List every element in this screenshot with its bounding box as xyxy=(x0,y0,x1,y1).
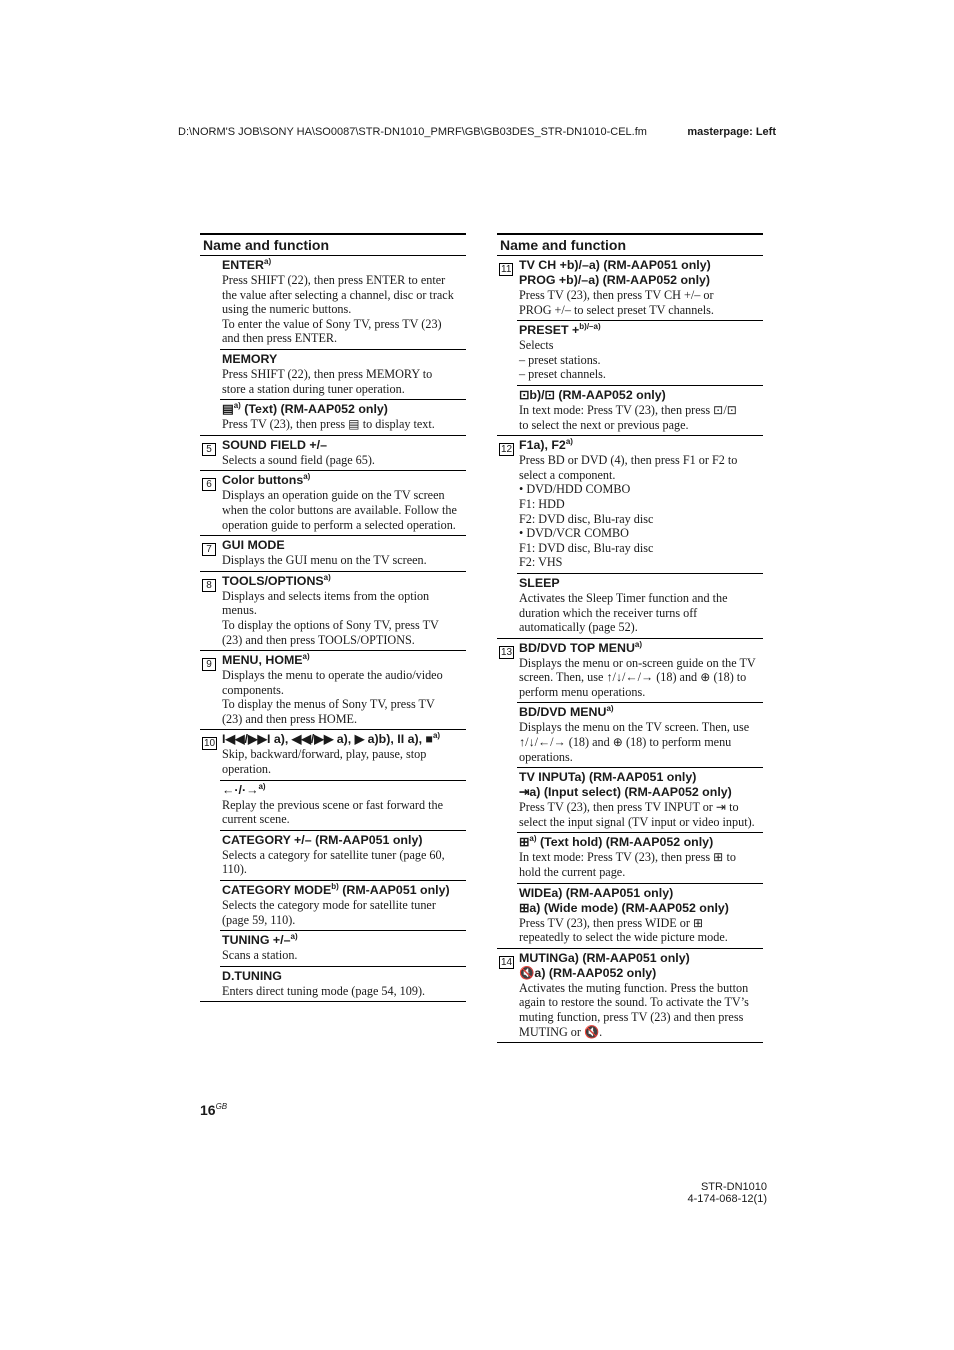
entry-footnote: a) xyxy=(303,472,311,482)
entry-name-text: SOUND FIELD +/– xyxy=(222,437,327,452)
group-entries xyxy=(220,256,466,435)
group-entries xyxy=(220,471,466,535)
entry-name xyxy=(222,883,466,898)
entry-name-text: F1a), F2 xyxy=(519,438,566,453)
entry-name xyxy=(519,258,763,288)
entry-name xyxy=(222,574,466,589)
entry-description: Replay the previous scene or fast forward the current scene. xyxy=(222,797,443,827)
entry-description: Displays the menu to operate the audio/video components. To display the menus of Sony TV, press TV (23) and then press HOME. xyxy=(222,668,443,726)
entry-footnote: a) xyxy=(606,704,614,714)
entry-name-text: CATEGORY +/– (RM-AAP051 only) xyxy=(222,832,423,847)
group-number xyxy=(200,436,220,471)
group-number xyxy=(200,651,220,729)
entry-name xyxy=(519,576,763,591)
entry-name xyxy=(222,933,466,948)
entry-name xyxy=(222,402,466,417)
function-entry xyxy=(517,639,763,704)
entry-name-text: TOOLS/OPTIONS xyxy=(222,573,324,588)
group-number xyxy=(200,536,220,571)
entry-footnote: a) xyxy=(302,651,310,661)
entry-name-text: CATEGORY MODE xyxy=(222,883,332,898)
group-entries xyxy=(220,436,466,471)
group-number xyxy=(200,730,220,1001)
group-number-box: 14 xyxy=(501,956,513,968)
masterpage-label: masterpage: Left xyxy=(687,126,776,138)
entry-name-text: ▤ xyxy=(222,402,234,417)
entry-description: Press SHIFT (22), then press MEMORY to store a station during tuner operation. xyxy=(222,366,433,396)
left-groups xyxy=(200,256,466,1002)
function-group xyxy=(200,651,466,730)
entry-description: Selects – preset stations. – preset channels. xyxy=(519,338,606,382)
entry-name-text: PRESET + xyxy=(519,323,580,338)
entry-name xyxy=(222,833,466,848)
entry-footnote: b) xyxy=(331,881,339,891)
group-number xyxy=(497,436,517,638)
function-entry xyxy=(517,436,763,574)
entry-name xyxy=(519,438,763,453)
group-number-box: 6 xyxy=(202,478,216,491)
entry-name-suffix: (Text) (RM-AAP052 only) xyxy=(240,402,388,417)
entry-name-text: D.TUNING xyxy=(222,968,282,983)
function-entry xyxy=(220,967,466,1002)
group-entries xyxy=(517,639,763,948)
entry-name-text: ⊞ xyxy=(519,835,530,850)
entry-footnote: a) xyxy=(290,932,298,942)
function-entry xyxy=(517,949,763,1042)
entry-name-text: ⊡b)/⊡ xyxy=(519,387,555,402)
function-group xyxy=(497,949,763,1043)
entry-name-text: GUI MODE xyxy=(222,538,285,553)
function-group xyxy=(200,730,466,1002)
function-entry xyxy=(517,703,763,768)
group-number xyxy=(200,572,220,650)
entry-name xyxy=(519,323,763,338)
entry-footnote: a) xyxy=(565,437,573,447)
function-entry xyxy=(517,574,763,638)
entry-name xyxy=(519,388,763,403)
entry-description: Selects the category mode for satellite tuner (page 59, 110). xyxy=(222,898,436,927)
function-entry xyxy=(220,400,466,435)
entry-name-text: ENTER xyxy=(222,258,264,272)
function-entry xyxy=(220,781,466,831)
entry-description: Displays the GUI menu on the TV screen. xyxy=(222,553,427,568)
entry-name xyxy=(519,770,763,800)
entry-name-text: TUNING +/– xyxy=(222,933,291,948)
entry-description: In text mode: Press TV (23), then press ⊡/⊡ to select the next or previous page. xyxy=(519,402,737,432)
entry-name-text: TV CH +b)/–a) (RM-AAP051 only) PROG +b)/–a) (RM-AAP052 only) xyxy=(519,258,711,287)
group-number-box: 8 xyxy=(202,579,216,592)
function-entry xyxy=(517,256,763,321)
entry-footnote: a) xyxy=(233,401,241,411)
group-number-box: 10 xyxy=(204,738,216,750)
group-number xyxy=(200,256,220,435)
group-number-box: 5 xyxy=(202,443,216,456)
entry-name-text: BD/DVD TOP MENU xyxy=(519,640,635,655)
entry-name-suffix: (RM-AAP052 only) xyxy=(554,387,666,402)
function-entry xyxy=(517,321,763,386)
group-number xyxy=(497,256,517,435)
function-entry xyxy=(220,881,466,931)
left-column xyxy=(200,233,466,1002)
entry-description: Enters direct tuning mode (page 54, 109). xyxy=(222,983,426,998)
group-number-box: 12 xyxy=(501,444,513,456)
entry-description: Scans a station. xyxy=(222,948,298,963)
group-entries xyxy=(220,536,466,571)
entry-name xyxy=(222,969,466,984)
function-group xyxy=(200,471,466,536)
entry-name xyxy=(222,352,466,367)
page-number xyxy=(200,1102,227,1118)
entry-description: Activates the muting function. Press the button again to restore the sound. To activate the TV’s muting function, press TV (23) and then press MUTING or 🔇. xyxy=(519,980,749,1039)
entry-name-text: SLEEP xyxy=(519,575,560,590)
group-number-box: 11 xyxy=(501,264,512,275)
function-entry xyxy=(220,651,466,729)
page-number-value: 16 xyxy=(200,1102,216,1118)
entry-description: Press TV (23), then press TV INPUT or ⇥ to select the input signal (TV input or video input). xyxy=(519,800,755,829)
function-entry xyxy=(220,931,466,967)
model-code: 4-174-068-12(1) xyxy=(687,1193,767,1205)
function-entry xyxy=(220,572,466,650)
entry-description: Activates the Sleep Timer function and the duration which the receiver turns off automatically (page 52). xyxy=(519,590,728,635)
entry-name xyxy=(519,886,763,916)
right-column xyxy=(497,233,763,1043)
file-path: D:\NORM'S JOB\SONY HA\SO0087\STR-DN1010_PMRF\GB\GB03DES_STR-DN1010-CEL.fm xyxy=(178,126,647,138)
function-entry xyxy=(517,768,763,833)
entry-description: Displays an operation guide on the TV screen when the color buttons are available. Follow the operation guide to perform a selected operation. xyxy=(222,488,457,532)
group-entries xyxy=(220,572,466,650)
entry-description: Skip, backward/forward, play, pause, stop operation. xyxy=(222,747,427,777)
group-entries xyxy=(517,436,763,638)
entry-footnote: a) xyxy=(258,781,266,791)
entry-description: Press SHIFT (22), then press ENTER to enter the value after selecting a channel, disc or track using the numeric buttons. To enter the value of Sony TV, press TV (23) and then press ENTER. xyxy=(222,273,454,346)
entry-description: Displays the menu on the TV screen. Then, use ↑/↓/←/→ (18) and ⊕ (18) to perform menu operations. xyxy=(519,720,750,764)
entry-name-text: TV INPUTa) (RM-AAP051 only) ⇥a) (Input select) (RM-AAP052 only) xyxy=(519,770,732,800)
function-entry xyxy=(517,884,763,948)
group-number-box: 13 xyxy=(501,646,513,658)
entry-name-text: Color buttons xyxy=(222,473,304,488)
function-group xyxy=(200,436,466,472)
function-entry xyxy=(220,471,466,535)
group-entries xyxy=(220,730,466,1001)
entry-name-suffix: (Text hold) (RM-AAP052 only) xyxy=(536,835,714,850)
group-entries xyxy=(220,651,466,729)
function-group xyxy=(497,256,763,436)
group-number-box: 9 xyxy=(202,658,216,671)
group-entries xyxy=(517,256,763,435)
entry-name xyxy=(222,538,466,553)
entry-name xyxy=(222,438,466,453)
group-number xyxy=(497,949,517,1042)
entry-name-text: WIDEa) (RM-AAP051 only) ⊞a) (Wide mode) (RM-AAP052 only) xyxy=(519,885,729,915)
entry-name xyxy=(519,835,763,850)
function-entry xyxy=(220,831,466,881)
entry-footnote: b)/–a) xyxy=(579,322,601,332)
entry-footnote: a) xyxy=(432,731,441,741)
entry-name-text: MENU, HOME xyxy=(222,653,303,668)
right-column-title: Name and function xyxy=(497,233,763,256)
entry-name xyxy=(222,783,466,798)
entry-name-text: ←·/·→ xyxy=(222,782,259,797)
function-entry xyxy=(517,833,763,883)
entry-footnote: a) xyxy=(323,572,331,582)
model-name: STR-DN1010 xyxy=(700,1181,767,1193)
entry-description: Press TV (23), then press TV CH +/– or PROG +/– to select preset TV channels. xyxy=(519,288,714,317)
entry-name xyxy=(222,653,466,668)
group-number xyxy=(200,471,220,535)
page-number-suffix: GB xyxy=(215,1102,228,1111)
entry-name xyxy=(519,705,763,720)
entry-footnote: a) xyxy=(529,834,537,844)
group-number xyxy=(497,639,517,948)
function-group xyxy=(497,639,763,949)
function-entry xyxy=(220,436,466,471)
entry-description: Press BD or DVD (4), then press F1 or F2 to select a component. • DVD/HDD COMBO F1: HDD F2: DVD disc, Blu-ray disc • DVD/VCR COMBO F1: DVD disc, Blu-ray disc F2: VHS xyxy=(519,453,738,570)
entry-description: Press TV (23), then press WIDE or ⊞ repeatedly to select the wide picture mode. xyxy=(519,915,728,945)
entry-name-text: I◀◀/▶▶I a), ◀◀/▶▶ a), ▶ a)b), II a), ■ xyxy=(222,732,433,747)
entry-name-text: MUTINGa) (RM-AAP051 only) 🔇a) (RM-AAP052 only) xyxy=(519,950,690,980)
function-group xyxy=(200,536,466,572)
entry-description: Press TV (23), then press ▤ to display text. xyxy=(222,417,435,432)
entry-description: Displays the menu or on-screen guide on the TV screen. Then, use ↑/↓/←/→ (18) and ⊕ (18) to perform menu operations. xyxy=(519,655,756,699)
function-entry xyxy=(220,536,466,571)
function-entry xyxy=(220,350,466,400)
function-entry xyxy=(220,256,466,350)
entry-name xyxy=(519,951,763,981)
entry-name-suffix: (RM-AAP051 only) xyxy=(338,883,450,898)
entry-name xyxy=(222,473,466,488)
left-column-title: Name and function xyxy=(200,233,466,256)
function-entry xyxy=(220,730,466,780)
entry-name-text: MEMORY xyxy=(222,351,278,366)
entry-footnote: a) xyxy=(634,639,643,649)
entry-name-text: BD/DVD MENU xyxy=(519,705,607,720)
entry-name xyxy=(519,641,763,656)
entry-name xyxy=(222,732,466,747)
footer-model xyxy=(688,1181,768,1205)
entry-description: In text mode: Press TV (23), then press ⊞ to hold the current page. xyxy=(519,850,736,880)
right-groups xyxy=(497,256,763,1043)
entry-description: Selects a category for satellite tuner (page 60, 110). xyxy=(222,847,445,877)
group-number-box: 7 xyxy=(202,543,216,556)
function-entry xyxy=(517,386,763,435)
function-group xyxy=(200,256,466,436)
entry-footnote: a) xyxy=(264,256,272,266)
entry-description: Displays and selects items from the option menus. To display the options of Sony TV, press TV (23) and then press TOOLS/OPTIONS. xyxy=(222,588,439,647)
entry-description: Selects a sound field (page 65). xyxy=(222,452,375,467)
function-group xyxy=(200,572,466,651)
function-group xyxy=(497,436,763,639)
entry-name xyxy=(222,258,466,273)
group-entries xyxy=(517,949,763,1042)
